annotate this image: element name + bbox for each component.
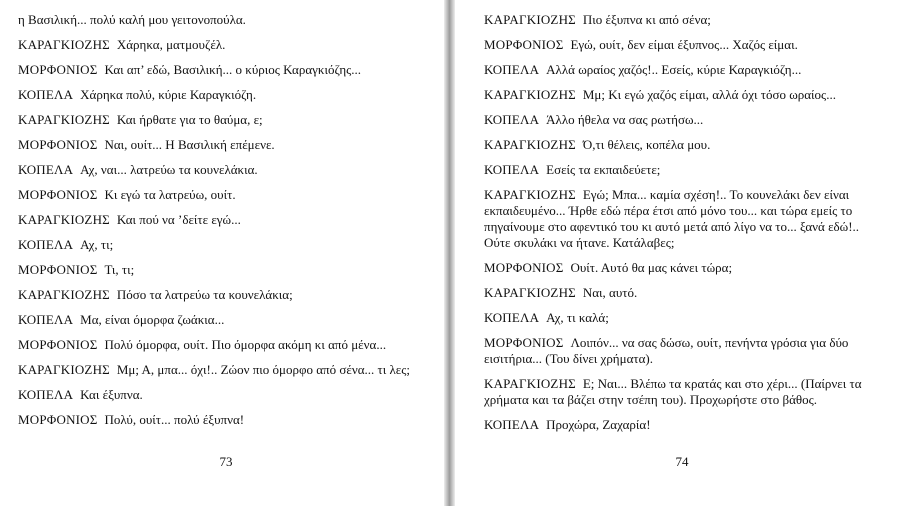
dialogue-line: [484, 187, 887, 251]
dialogue-line: [18, 387, 430, 403]
dialogue-text: Αλλά ωραίος χαζός!.. Εσείς, κύριε Καραγκιόζη...: [546, 62, 802, 77]
dialogue-line: [18, 37, 430, 53]
dialogue-text: Προχώρα, Ζαχαρία!: [546, 417, 651, 432]
dialogue-text: Μμ; Α, μπα... όχι!.. Ζώον πιο όμορφο από σένα... τι λες;: [116, 362, 411, 377]
speaker-name: ΚΑΡΑΓΚΙΟΖΗΣ: [484, 285, 576, 300]
speaker-name: ΚΟΠΕΛΑ: [18, 162, 74, 177]
dialogue-line: [18, 87, 430, 103]
dialogue-text: Εγώ, ουίτ, δεν είμαι έξυπνος... Χαζός είμαι.: [570, 37, 798, 52]
speaker-name: ΜΟΡΦΟΝΙΟΣ: [18, 262, 98, 277]
book-gutter: [444, 0, 455, 506]
dialogue-text: Ουίτ. Αυτό θα μας κάνει τώρα;: [570, 260, 733, 275]
speaker-name: ΚΟΠΕΛΑ: [18, 312, 74, 327]
left-page-body: [18, 12, 430, 428]
dialogue-line: [484, 260, 887, 276]
speaker-name: ΚΑΡΑΓΚΙΟΖΗΣ: [18, 287, 110, 302]
speaker-name: ΜΟΡΦΟΝΙΟΣ: [18, 137, 98, 152]
speaker-name: ΚΑΡΑΓΚΙΟΖΗΣ: [484, 137, 576, 152]
dialogue-line: [484, 285, 887, 301]
dialogue-text: Εγώ; Μπα... καμία σχέση!.. Το κουνελάκι δεν είναι εκπαιδευμένο... Ήρθε εδώ πέρα έτσι από μόνο του... και τώρα εμείς το πηγαίνουμε στο αφεντικό του κι αυτό μετά από λίγο να το... ξανά εδώ!.. Ούτε σκυλάκι να ήτανε. Κατάλαβες;: [484, 187, 860, 250]
dialogue-line: [18, 12, 430, 28]
dialogue-text: Πολύ, ουίτ... πολύ έξυπνα!: [104, 412, 245, 427]
left-page: [0, 0, 444, 506]
dialogue-text: Και ήρθατε για το θαύμα, ε;: [116, 112, 263, 127]
dialogue-text: Τι, τι;: [104, 262, 135, 277]
dialogue-text: Και απ’ εδώ, Βασιλική... ο κύριος Καραγκιόζης...: [104, 62, 362, 77]
dialogue-line: [484, 417, 887, 433]
dialogue-text: Μα, είναι όμορφα ζωάκια...: [80, 312, 225, 327]
dialogue-line: [484, 310, 887, 326]
dialogue-line: [18, 212, 430, 228]
dialogue-text: Και πού να ’δείτε εγώ...: [116, 212, 241, 227]
dialogue-text: Ε; Ναι... Βλέπω τα κρατάς και στο χέρι... (Παίρνει τα χρήματα και τα βάζει στην τσέπη του). Προχωρήστε στο βάθος.: [484, 376, 862, 407]
speaker-name: ΜΟΡΦΟΝΙΟΣ: [18, 412, 98, 427]
speaker-name: ΚΑΡΑΓΚΙΟΖΗΣ: [18, 362, 110, 377]
page-number: 73: [219, 454, 233, 469]
dialogue-text: Εσείς τα εκπαιδεύετε;: [546, 162, 661, 177]
dialogue-line: [18, 112, 430, 128]
speaker-name: ΚΑΡΑΓΚΙΟΖΗΣ: [484, 376, 576, 391]
dialogue-line: [18, 237, 430, 253]
dialogue-text: Πολύ όμορφα, ουίτ. Πιο όμορφα ακόμη κι από μένα...: [104, 337, 387, 352]
dialogue-line: [484, 37, 887, 53]
speaker-name: ΚΟΠΕΛΑ: [484, 162, 540, 177]
speaker-name: ΚΑΡΑΓΚΙΟΖΗΣ: [484, 87, 576, 102]
dialogue-line: [18, 262, 430, 278]
dialogue-text: Λοιπόν... να σας δώσω, ουίτ, πενήντα γρόσια για δύο εισιτήρια... (Του δίνει χρήματα).: [484, 335, 849, 366]
dialogue-line: [18, 337, 430, 353]
dialogue-line: [484, 87, 887, 103]
dialogue-line: [18, 162, 430, 178]
speaker-name: ΚΟΠΕΛΑ: [484, 310, 540, 325]
speaker-name: ΚΟΠΕΛΑ: [18, 387, 74, 402]
dialogue-text: Και έξυπνα.: [80, 387, 143, 402]
speaker-name: ΚΟΠΕΛΑ: [484, 62, 540, 77]
speaker-name: ΚΑΡΑΓΚΙΟΖΗΣ: [484, 12, 576, 27]
speaker-name: ΚΟΠΕΛΑ: [18, 237, 74, 252]
speaker-name: ΜΟΡΦΟΝΙΟΣ: [484, 260, 564, 275]
dialogue-line: [18, 312, 430, 328]
speaker-name: ΚΟΠΕΛΑ: [484, 417, 540, 432]
dialogue-text: η Βασιλική... πολύ καλή μου γειτονοπούλα.: [18, 12, 246, 27]
dialogue-line: [484, 112, 887, 128]
right-page-body: [484, 12, 887, 433]
speaker-name: ΜΟΡΦΟΝΙΟΣ: [18, 62, 98, 77]
dialogue-text: Ναι, ουίτ... Η Βασιλική επέμενε.: [104, 137, 275, 152]
dialogue-text: Χάρηκα πολύ, κύριε Καραγκιόζη.: [80, 87, 257, 102]
dialogue-line: [18, 62, 430, 78]
dialogue-line: [484, 162, 887, 178]
dialogue-line: [484, 376, 887, 408]
dialogue-line: [18, 137, 430, 153]
dialogue-text: Αχ, τι;: [80, 237, 114, 252]
dialogue-text: Κι εγώ τα λατρεύω, ουίτ.: [104, 187, 236, 202]
dialogue-text: Μμ; Κι εγώ χαζός είμαι, αλλά όχι τόσο ωραίος...: [582, 87, 836, 102]
dialogue-text: Ναι, αυτό.: [582, 285, 638, 300]
speaker-name: ΜΟΡΦΟΝΙΟΣ: [18, 337, 98, 352]
dialogue-text: Αχ, ναι... λατρεύω τα κουνελάκια.: [80, 162, 258, 177]
dialogue-line: [484, 137, 887, 153]
speaker-name: ΜΟΡΦΟΝΙΟΣ: [18, 187, 98, 202]
dialogue-text: Άλλο ήθελα να σας ρωτήσω...: [546, 112, 704, 127]
dialogue-text: Αχ, τι καλά;: [546, 310, 609, 325]
dialogue-line: [18, 362, 430, 378]
right-page: [455, 0, 901, 506]
speaker-name: ΚΑΡΑΓΚΙΟΖΗΣ: [484, 187, 576, 202]
dialogue-line: [484, 12, 887, 28]
speaker-name: ΚΟΠΕΛΑ: [18, 87, 74, 102]
dialogue-text: Ό,τι θέλεις, κοπέλα μου.: [582, 137, 711, 152]
dialogue-text: Πόσο τα λατρεύω τα κουνελάκια;: [116, 287, 293, 302]
dialogue-text: Χάρηκα, ματμουζέλ.: [116, 37, 226, 52]
speaker-name: ΚΑΡΑΓΚΙΟΖΗΣ: [18, 112, 110, 127]
dialogue-line: [484, 62, 887, 78]
speaker-name: ΜΟΡΦΟΝΙΟΣ: [484, 37, 564, 52]
speaker-name: ΜΟΡΦΟΝΙΟΣ: [484, 335, 564, 350]
speaker-name: ΚΟΠΕΛΑ: [484, 112, 540, 127]
dialogue-line: [484, 335, 887, 367]
dialogue-line: [18, 287, 430, 303]
dialogue-line: [18, 412, 430, 428]
page-number: 74: [675, 454, 689, 469]
speaker-name: ΚΑΡΑΓΚΙΟΖΗΣ: [18, 212, 110, 227]
speaker-name: ΚΑΡΑΓΚΙΟΖΗΣ: [18, 37, 110, 52]
dialogue-line: [18, 187, 430, 203]
dialogue-text: Πιο έξυπνα κι από σένα;: [582, 12, 711, 27]
